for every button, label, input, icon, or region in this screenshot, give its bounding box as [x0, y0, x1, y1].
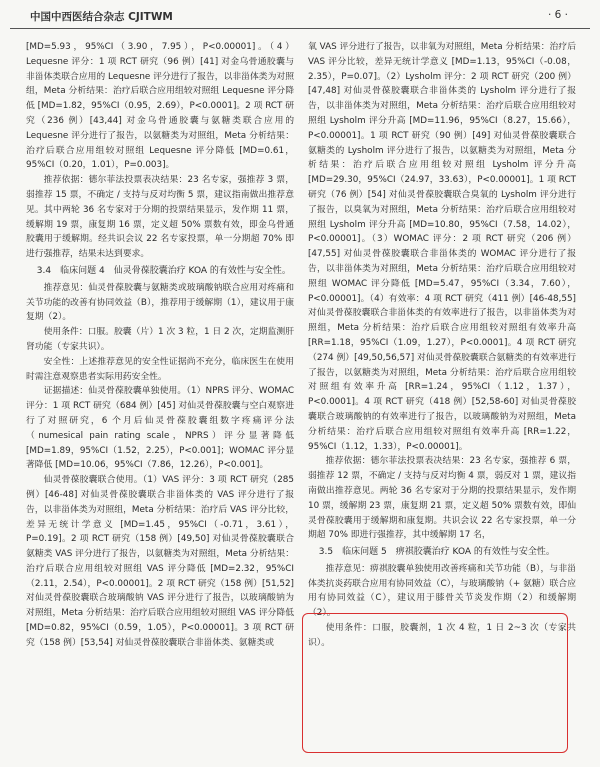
right-column — [308, 40, 576, 651]
right-paragraph: 推荐意见：痹祺胶囊单独使用改善疼痛和关节功能（B），与非甾体类抗炎药联合应用有协同效益（C），与玻璃酸钠（+ 氨糖）联合应用有协同效益（C），建议用于膝骨关节炎发作期（2）和缓解期（2）。 — [308, 563, 576, 619]
left-paragraph: 证据描述：仙灵骨葆胶囊单独使用。（1）NPRS 评分、WOMAC 评分：1 项 RCT 研究（684 例）[45] 对仙灵骨葆胶囊与空白观察进行了对照研究，6 个月后仙灵骨葆胶囊组数字疼痛评分法（numesical pain rating scale，NPRS）评分显著降低 [MD=1.89，95%CI（1.52，2.25），P<0.001]；WOMAC 评分显著降低 [MD=10.06，95%CI（7.86，12.26），P<0.001]。 — [26, 386, 294, 471]
left-paragraph: 推荐依据：德尔菲法投票表决结果：23 名专家，强推荐 3 票，弱推荐 15 票，不确定 / 支持与反对均衡 5 票，建议指南做出推荐意见。其中两轮 36 名专家对于分期的投票结果显示，发作期 11 票，缓解期 19 票，康复期 16 票，定义超 50% 票数有效，即金乌骨通胶囊用于缓解期。经共识会议 22 名专家投票，单一分期超 70% 即进行强推荐，结果未达到要求。 — [26, 175, 294, 260]
left-column — [26, 40, 294, 651]
left-paragraph: 安全性：上述推荐意见的安全性证据尚不充分，临床医生在使用时需注意观察患者实际用药安全性。 — [26, 356, 294, 382]
journal-name: 中国中西医结合杂志 CJITWM — [30, 11, 173, 23]
right-paragraph: 氧 VAS 评分进行了报告，以非氧为对照组，Meta 分析结果：治疗后 VAS 评分比较，差异无统计学意义 [MD=1.13，95%CI（-0.08，2.35），P=0.07]。（2）Lysholm 评分：2 项 RCT 研究（200 例）[47,48] 对仙灵骨葆胶囊联合非甾体类的 Lysholm 评分进行了报告，以非甾体类为对照组，Meta 分析结果：治疗后联合应用组较对照组 Lysholm 评分升高 [MD=11.96，95%CI（8.27，15.66），P<0.00001]。1 项 RCT 研究（90 例）[49] 对仙灵骨葆胶囊联合氨糖类的 Lysholm 评分进行了报告，以氨糖类为对照组，Meta 分析结果：治疗后联合应用组较对照组 Lysholm 评分升高 [MD=29.30，95%CI（24.97，33.63），P<0.00001]。1 项 RCT 研究（76 例）[54] 对仙灵骨葆胶囊联合臭氧的 Lysholm 评分进行了报告，以臭氧为对照组，Meta 分析结果：治疗后联合应用组较对照组 Lysholm 评分升高 [MD=10.80，95%CI（7.58，14.02），P<0.00001]。（3）WOMAC 评分：2 项 RCT 研究（206 例）[47,55] 对仙灵骨葆胶囊联合非甾体类的 WOMAC 评分进行了报告，以非甾体类为对照组，Meta 分析结果：治疗后联合应用组较对照组 WOMAC 评分降低 [MD=5.47，95%CI（3.34，7.60），P<0.00001]。（4）有效率：4 项 RCT 研究（411 例）[46-48,55] 对仙灵骨葆胶囊联合非甾体类的有效率进行了报告，以非甾体类为对照组，Meta 分析结果：治疗后联合应用组较对照组有效率升高 [RR=1.18，95%CI（1.09，1.27），P<0.0001]。4 项 RCT 研究（274 例）[49,50,56,57] 对仙灵骨葆胶囊联合氨糖类的有效率进行了报告，以氨糖类为对照组，Meta 分析结果：治疗后联合应用组较对照组有效率升高 [RR=1.24，95%CI（1.12，1.37），P<0.0001]。4 项 RCT 研究（418 例）[52,58-60] 对仙灵骨葆胶囊联合玻璃酸钠的有效率进行了报告，以玻璃酸钠为对照组，Meta 分析结果：治疗后联合应用组较对照组有效率升高 [RR=1.22，95%CI（1.12，1.33），P<0.00001]。 — [308, 42, 576, 452]
left-paragraph: [MD=5.93，95%CI（3.90，7.95），P<0.00001]。（4）Lequesne 评分：1 项 RCT 研究（96 例）[41] 对金乌骨通胶囊与非甾体类联合应用的 Lequesne 评分进行了报告，以非甾体类为对照组，Meta 分析结果：治疗后联合应用组较对照组 Lequesne 评分降低 [MD=1.82，95%CI（0.95，2.69），P<0.0001]。2 项 RCT 研究（236 例）[43,44] 对金乌骨通胶囊与氨糖类联合应用的 Lequesne 评分进行了报告，以氨糖类为对照组，Meta 分析结果：治疗后联合应用组较对照组 Lequesne 评分降低 [MD=0.61，95%CI（0.20，1.01），P=0.003]。 — [26, 42, 294, 171]
left-paragraph: 推荐意见：仙灵骨葆胶囊与氨糖类或玻璃酸钠联合应用对疼痛和关节功能的改善有协同效益（B），推荐用于缓解期（1），建议用于康复期（2）。 — [26, 282, 294, 323]
left-paragraph: 仙灵骨葆胶囊联合使用。（1）VAS 评分：3 项 RCT 研究（285 例）[46-48] 对仙灵骨葆胶囊联合非甾体类的 VAS 评分进行了报告，以非甾体类为对照组，Meta 分析结果：治疗后 VAS 评分比较，差异无统计学意义 [MD=1.45，95%CI（-0.71，3.61），P=0.19]。2 项 RCT 研究（158 例）[49,50] 对仙灵骨葆胶囊联合氨糖类 VAS 评分进行了报告，以氨糖类为对照组，Meta 分析结果：治疗后联合应用组较对照组 VAS 评分降低 [MD=2.32，95%CI（2.11，2.54），P<0.00001]。2 项 RCT 研究（158 例）[51,52] 对仙灵骨葆胶囊联合玻璃酸钠 VAS 评分进行了报告，以玻璃酸钠为对照组，Meta 分析结果：治疗后联合应用组较对照组 VAS 评分降低 [MD=0.82，95%CI（0.59，1.05），P<0.00001]。3 项 RCT 研究（158 例）[53,54] 对仙灵骨葆胶囊联合非甾体类、氨糖类或 — [26, 475, 294, 648]
right-heading: 3.5 临床问题 5 痹祺胶囊治疗 KOA 的有效性与安全性。 — [318, 547, 555, 558]
running-header — [10, 0, 590, 29]
left-heading: 3.4 临床问题 4 仙灵骨葆胶囊治疗 KOA 的有效性与安全性。 — [36, 265, 291, 276]
page-number: · 6 · — [547, 9, 568, 21]
right-paragraph: 推荐依据：德尔菲法投票表决结果：23 名专家，强推荐 6 票，弱推荐 12 票，不确定 / 支持与反对均衡 4 票，弱反对 1 票，建议指南做出推荐意见。两轮 36 名专家对于分期的投票结果显示，发作期 10 票，缓解期 23 票，康复期 21 票，定义超 50% 票数有效，即仙灵骨葆胶囊用于缓解期和康复期。共识会议 22 名专家投票，单一分期超 70% 即进行强推荐，其中缓解期 17 名， — [308, 456, 576, 541]
highlight-box — [302, 613, 568, 753]
left-paragraph: 使用条件：口服。胶囊（片）1 次 3 粒，1 日 2 次，定期监测肝肾功能（专家共识）。 — [26, 327, 294, 352]
right-paragraph: 使用条件：口服，胶囊剂，1 次 4 粒，1 日 2~3 次（专家共识）。 — [308, 623, 576, 648]
